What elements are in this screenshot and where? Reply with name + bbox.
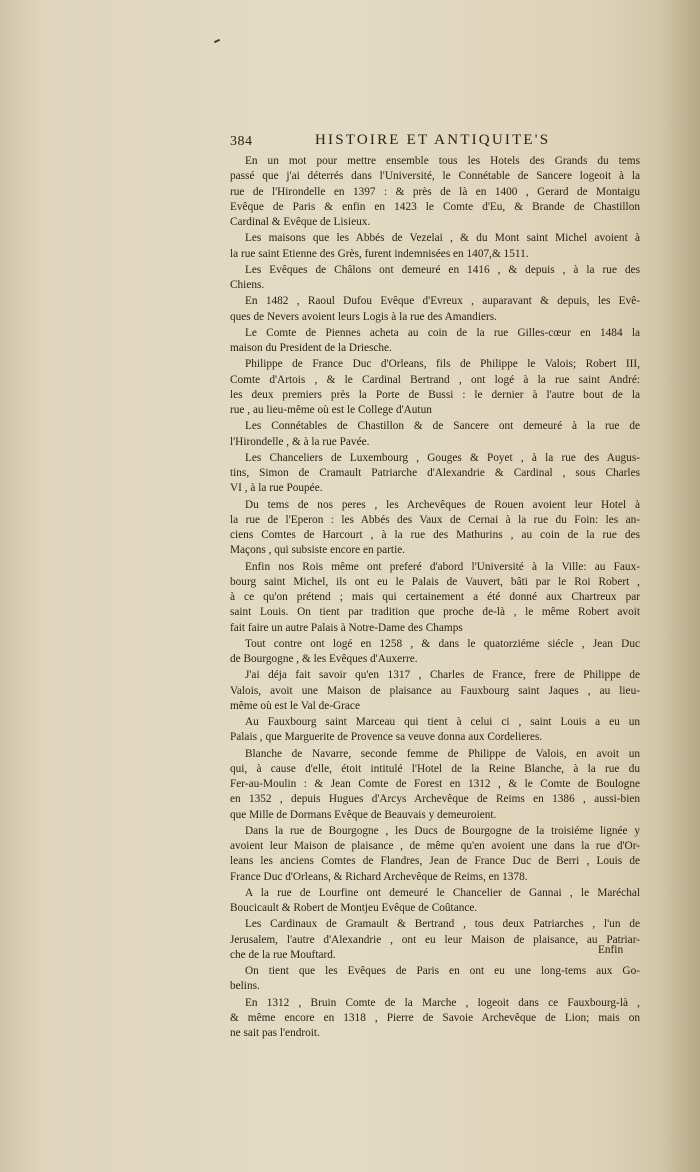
paragraph (230, 715, 640, 746)
text-line: Palais , que Marguerite de Provence sa veuve donna aux Cordelieres. (230, 731, 543, 744)
page-header (230, 134, 640, 152)
paragraph (230, 498, 640, 559)
paragraph (230, 668, 640, 714)
text-line: belins. (230, 980, 260, 993)
text-line: Fer-au-Moulin : & Jean Comte de Forest en 1312 , & le Comte de Boulogne (230, 778, 640, 790)
paragraph (230, 231, 640, 262)
text-line: Les maisons que les Abbés de Vezelai , & du Mont saint Michel avoient à (245, 232, 640, 245)
text-line: avoient leur Maison de plaisance , de même qu'en avoient une dans la rue d'Or- (230, 840, 640, 852)
text-line: Jerusalem, l'autre d'Alexandrie , ont eu leur Maison de plaisance, au Patriar- (230, 933, 640, 946)
text-line: Boucicault & Robert de Montjeu Evêque de Coûtance. (230, 902, 478, 914)
page-edge-shadow (660, 0, 700, 1172)
text-line: maison du President de la Driesche. (230, 342, 392, 354)
text-line: Les Evêques de Châlons ont demeuré en 1416 , & depuis , à la rue des (245, 263, 640, 276)
paragraph (230, 451, 640, 497)
catchword: Enfin (598, 944, 624, 956)
text-line: En 1482 , Raoul Dufou Evêque d'Evreux , auparavant & depuis, les Evê- (245, 295, 640, 308)
text-line: tins, Simon de Cramault Patriarche d'Alexandrie & Cardinal , sous Charles (230, 467, 640, 479)
text-line: rue , au lieu-même où est le College d'Autun (230, 404, 432, 416)
text-line: Evêque de Paris & enfin en 1423 le Comte d'Eu, & Brande de Chastillon (230, 200, 640, 213)
text-line: qui, à cause d'elle, étoit intitulé l'Hotel de la Reine Blanche, à la rue du (230, 762, 640, 775)
text-line: Maçons , qui subsiste encore en partie. (230, 544, 406, 557)
text-line: de Bourgogne , & les Evêques d'Auxerre. (230, 653, 418, 665)
text-line: Comte d'Artois , & le Cardinal Bertrand , ont logé à la rue saint André: (230, 373, 640, 386)
ink-speck (214, 39, 220, 43)
text-line: A la rue de Lourfine ont demeuré le Chancelier de Gannai , le Maréchal (245, 886, 640, 899)
text-line: & même encore en 1318 , Pierre de Savoie Archevêque de Lion; mais on (230, 1011, 640, 1024)
text-line: les deux premiers près la Porte de Bussi : le dernier à l'autre bout de la (230, 388, 640, 401)
running-title: HISTOIRE ET ANTIQUITE'S (315, 132, 551, 148)
text-line: Tout contre ont logé en 1258 , & dans le quatorziéme siécle , Jean Duc (245, 637, 640, 650)
text-line: Philippe de France Duc d'Orleans, fils de Philippe le Valois; Robert III, (245, 358, 640, 371)
paragraph (230, 357, 640, 418)
paragraph (230, 560, 640, 636)
paragraph (230, 294, 640, 325)
text-line: Du tems de nos peres , les Archevêques de Rouen avoient leur Hotel à (245, 498, 640, 511)
text-line: On tient que les Evêques de Paris en ont eu une long-tems aux Go- (245, 965, 640, 977)
paragraph (230, 824, 640, 885)
page-number: 384 (230, 134, 253, 149)
paragraph (230, 996, 640, 1042)
text-line: même où est le Val de-Grace (230, 699, 360, 712)
paragraph (230, 263, 640, 294)
paragraph (230, 747, 640, 823)
paragraph (230, 419, 640, 450)
text-line: que Mille de Dormans Evêque de Beauvais y demeuroient. (230, 808, 497, 821)
paragraph (230, 964, 640, 995)
text-line: Dans la rue de Bourgogne , les Ducs de Bourgogne de la troisiéme lignée y (245, 824, 640, 837)
text-line: à ce qu'on prétend ; mais qui certainement a été donné aux Chartreux par (230, 591, 640, 603)
text-line: Blanche de Navarre, seconde femme de Philippe de Valois, en avoit un (245, 747, 640, 760)
text-line: che de la rue Mouftard. (230, 948, 336, 961)
text-line: ciens Comtes de Harcourt , à la rue des Mathurins , au coin de la rue des (230, 529, 640, 541)
text-line: Enfin nos Rois même ont preferé d'abord l'Université à la Ville: au Faux- (245, 560, 640, 573)
text-line: Les Cardinaux de Gramault & Bertrand , tous deux Patriarches , l'un de (245, 918, 640, 931)
text-line: l'Hirondelle , & à la rue Pavée. (230, 435, 370, 448)
text-line: passé que j'ai déterrés dans l'Université, le Connétable de Sancere logeoit à la (230, 170, 640, 183)
paragraph (230, 637, 640, 668)
text-line: fait faire un autre Palais à Notre-Dame des Champs (230, 621, 463, 634)
paragraph (230, 886, 640, 917)
text-line: Le Comte de Piennes acheta au coin de la rue Gilles-cœur en 1484 la (245, 326, 640, 339)
body-text (230, 154, 640, 1042)
text-line: France Duc d'Orleans, & Richard Archevêque de Reims, en 1378. (230, 870, 528, 883)
text-line: VI , à la rue Poupée. (230, 482, 323, 495)
text-line: rue de l'Hirondelle en 1397 : & près de là en 1400 , Gerard de Montaigu (230, 185, 640, 198)
paragraph (230, 917, 640, 963)
text-line: ne sait pas l'endroit. (230, 1027, 320, 1039)
text-line: bourg saint Michel, ils ont eu le Palais de Vauvert, bâti par le Roi Robert , (230, 575, 640, 588)
paragraph (230, 154, 640, 230)
text-line: saint Louis. On tient par tradition que proche de-là , le même Robert avoit (230, 606, 640, 619)
text-line: leans les anciens Comtes de Flandres, Jean de France Duc de Berri , Louis de (230, 855, 640, 868)
text-line: Chiens. (230, 279, 265, 291)
text-line: En 1312 , Bruin Comte de la Marche , logeoit dans ce Fauxbourg-là , (245, 996, 640, 1009)
text-line: en 1352 , depuis Hugues d'Arcys Archevêque de Reims en 1386 , aussi-bien (230, 793, 640, 806)
text-line: Les Connétables de Chastillon & de Sancere ont demeuré à la rue de (245, 420, 640, 433)
paragraph (230, 326, 640, 357)
text-line: Valois, avoit une Maison de plaisance au Fauxbourg saint Jaques , au lieu- (230, 684, 640, 697)
text-line: Au Fauxbourg saint Marceau qui tient à celui ci , saint Louis a eu un (245, 716, 640, 728)
text-line: J'ai déja fait savoir qu'en 1317 , Charles de France, frere de Philippe de (245, 669, 640, 682)
text-line: la rue saint Etienne des Grès, furent indemnisées en 1407,& 1511. (230, 247, 529, 260)
text-line: En un mot pour mettre ensemble tous les Hotels des Grands du tems (245, 155, 640, 167)
text-line: ques de Nevers avoient leurs Logis à la rue des Amandiers. (230, 310, 497, 323)
text-line: la rue de l'Eperon : les Abbés des Vaux de Cernai à la rue du Foin: les an- (230, 513, 640, 526)
text-line: Les Chanceliers de Luxembourg , Gouges & Poyet , à la rue des Augus- (245, 451, 640, 464)
text-line: Cardinal & Evêque de Lisieux. (230, 216, 371, 228)
